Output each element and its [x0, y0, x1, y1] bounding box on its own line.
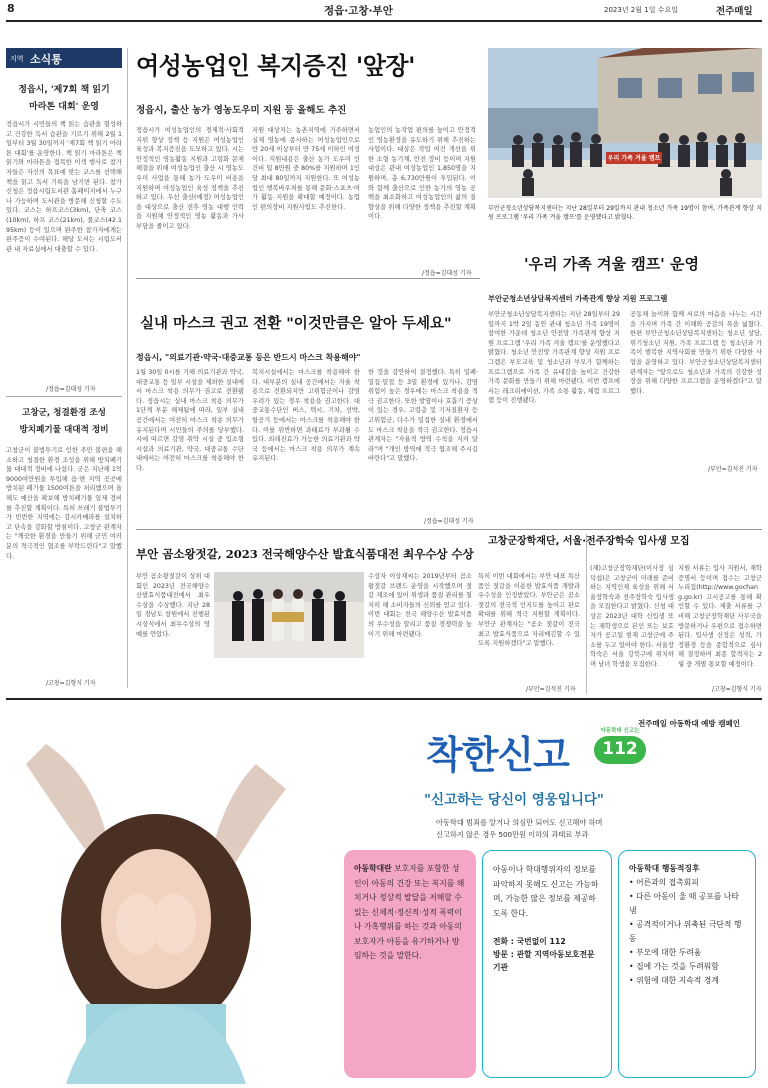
header-rule: [6, 20, 762, 22]
ad-box-how-to-report: [482, 850, 612, 1078]
ad-box3-item: • 집에 가는 것을 두려워함: [629, 962, 719, 971]
sidebar-title: 소식통: [30, 53, 62, 66]
page-number: 8: [7, 2, 15, 15]
ad-box1-body: 보호자를 포함한 성인이 아동의 건강 또는 복지를 해치거나 정상적 발달을 저해할 수 있는 신체적·정신적·성적 폭력이나 가혹행위를 하는 것과 아동의 보호자가 아동을 유기하거나 방임하는 것을 말한다.: [354, 864, 465, 960]
ad-box1-title: 아동학대란: [354, 864, 392, 873]
article2-headline: '우리 가족 겨울 캠프' 운영: [524, 255, 699, 273]
ad-box2-visit-label: 방문: [493, 950, 509, 959]
article3-col2: 복지시설에서는 마스크를 착용해야 한다. 대부분의 실내 공간에서는 자율 착용으로 전환되지만 고위험군이나 감염 우려가 있는 경우 착용을 권고한다. 대중교통수단인 버스, 택시, 기차, 선박, 항공기 등에서는 마스크를 착용해야 한다. 이를 위반하면 과태료가 부과될 수 있다. 외래진료가 가능한 의료기관과 약국 등에서는 마스크 착용 의무가 계속 유지된다.: [252, 369, 360, 463]
article4-col3: 특히 이번 대회에서는 부안 대표 특산품인 젓갈을 이용한 발효식품 개발과 우수성을 인정받았다. 부안군은 곰소 젓갈의 전국적 인지도를 높이고 판로 확대를 위해 적극 지원할 계획이다. 부안군 관계자는 "곰소 젓갈이 전국 최고 발효식품으로 자리매김할 수 있도록 지원하겠다"고 말했다.: [478, 573, 580, 648]
sidebar: [6, 48, 122, 688]
award-photo: [214, 572, 364, 658]
ad-box3-item-text: 위험에 대한 지속적 경계: [636, 976, 719, 985]
ad-logo-text: 착한신고: [426, 733, 569, 777]
ad-box3-item-text: 집에 가는 것을 두려워함: [636, 962, 719, 971]
article5-credit: /고창=김형식 기자: [712, 686, 762, 693]
ad-box2-visit-value: : 관할 지역아동보호전문기관: [493, 950, 595, 972]
ad-box3-title: 아동학대 행동적징후: [629, 864, 700, 873]
article5-col1: (재)고창군장학재단(이사장 심덕섭)은 고창군이 미래를 준비하는 지역인재 육성을 위해 서울장학숙과 전주장학숙 입사생을 모집한다고 밝혔다. 신청 대상은 2023년 대학 신입생 또는 재학생으로 본인 또는 보호자가 공고일 현재 고창군에 주소를 두고 있어야 한다. 서울장학숙은 서울 강북구에 위치하며 남녀 학생을 모집한다.: [590, 565, 674, 668]
article1-subhead: 정읍시, 출산 농가 영농도우미 지원 등 올해도 추진: [136, 105, 347, 116]
ad-box3-item-text: 공격적이거나 위축된 극단적 행동: [629, 920, 742, 943]
sidebar-divider: [6, 396, 122, 397]
article4-credit: /부안=김석진 기자: [526, 686, 576, 693]
ad-slogan: "신고하는 당신이 영웅입니다": [424, 792, 604, 808]
article3-credit: /정읍=김대성 기자: [424, 518, 474, 525]
ad-illustration: [6, 704, 306, 1084]
page-header: [0, 0, 768, 20]
ad-112-badge: [594, 726, 646, 766]
ad-box3-item-text: 어른과의 접촉회피: [636, 878, 699, 887]
sidebar-tag: 지역: [10, 55, 24, 63]
ad-box2-call: [493, 935, 601, 948]
article5-col2: 지원 서류는 입사 지원서, 재학증명서 등이며 접수는 고창군 누리집(http://www.gochang.go.kr) 고시공고를 통해 확인할 수 있다. 제출 서류를 구비해 고창군장학재단 사무국을 방문하거나 우편으로 접수하면 된다. 입사생 선정은 성적, 가정환경 등을 종합적으로 심사해 결정하며 최종 합격자는 2월 중 개별 통보할 예정이다.: [678, 565, 762, 668]
article1-credit: /정읍=김대성 기자: [422, 270, 472, 277]
camp-photo-caption: 부안군청소년상담복지센터는 지난 28일부터 29일까지 관내 청소년 가족 19명이 참여, 가족관계 향상 지원 프로그램 '우리 가족 겨울 캠프'를 운영했다고 밝혔다.: [488, 205, 762, 221]
article3-divider: [136, 529, 762, 530]
ad-badge-number: 112: [602, 739, 638, 759]
issue-date: 2023년 2월 1일 수요일: [604, 6, 678, 14]
article2-col1: 부안군청소년상담복지센터는 지난 28일부터 29일까지 1박 2일 동안 관내 청소년 가족 19명이 참여한 가운데 청소년 안전망 가족관계 향상 지원 프로그램 '우리 가족 겨울 캠프'를 운영했다고 밝혔다. 청소년 안전망 가족관계 향상 지원 프로그램은 부모교육 및 청소년과 부모가 함께하는 프로그램으로 가족 간 유대감을 높이고 건강한 가족 문화를 만들기 위해 마련됐다. 이번 캠프에서는 레크리에이션, 가족 소통 활동, 체험 프로그램 등이 진행됐다.: [488, 311, 620, 405]
ad-desc-line2: 신고하지 않은 경우 500만원 이하의 과태료 부과: [436, 830, 589, 839]
sidebar-item2-headline: 고창군, 청결환경 조성 방치폐기물 대대적 정비: [19, 408, 109, 435]
ad-box1-text: [354, 862, 466, 964]
ad-box-definition: [344, 850, 476, 1078]
sidebar-item1-body: 정읍시가 시민들의 책 읽는 습관을 형성하고 건강한 독서 습관을 기르기 위해 2월 1일부터 3월 30일까지 '제7회 책 읽기 마라톤 대회'를 운영한다. 책 읽기 마라톤은 책 읽기와 마라톤을 접목한 이색 행사로 참가자들은 자신의 목표에 맞는 코스를 선택해 책을 읽고 독서 기록을 남기면 된다. 참가 신청은 정읍시립도서관 홈페이지에서 누구나 가능하며 도서관을 방문해 신청할 수도 있다. 코스는 하프코스(3km), 단축 코스(10km), 하프 코스(21km), 풀코스(42.195km) 등이 있으며 완주한 참가자에게는 완주증이 수여된다. 해당 도서는 시립도서관 내 자료실에서 대출할 수 있다.: [6, 121, 122, 253]
article2-credit: /부안=김석진 기자: [708, 466, 758, 473]
article4-headline: 부안 곰소왕젓갈, 2023 전국해양수산 발효식품대전 최우수상 수상: [136, 547, 474, 561]
ad-box3-item: • 위험에 대한 지속적 경계: [629, 976, 719, 985]
sidebar-item2-credit: /고창=김형식 기자: [46, 680, 96, 687]
sidebar-item1-credit: /정읍=김대성 기자: [46, 386, 96, 393]
ad-box3-list: [629, 876, 745, 988]
paper-name: 전주매일: [716, 6, 753, 17]
ad-box3-item-text: 부모에 대한 두려움: [636, 948, 702, 957]
article3-headline: 실내 마스크 권고 전환 "이것만큼은 알아 두세요": [140, 316, 452, 332]
article5-headline: 고창군장학재단, 서울·전주장학숙 입사생 모집: [488, 536, 690, 547]
ad-top-rule: [6, 698, 762, 700]
ad-badge-top: 아동학대 신고는: [600, 728, 640, 734]
article3-col1: 1월 30일 0시를 기해 의료기관과 약국, 대중교통 등 일부 시설을 제외한 실내에서 마스크 착용 의무가 권고로 전환됐다. 정읍시는 실내 마스크 착용 의무가 1단계 부분 해제됨에 따라, 일부 실내 공간에서는 여전히 마스크 착용 의무가 유지된다며 시민들의 주의를 당부했다. 시에 따르면 감염 취약 시설 중 입소형 시설과 의료기관, 약국, 대중교통 수단 내에서는 여전히 마스크를 착용해야 한다.: [136, 369, 244, 472]
section-name: 정읍·고창·부안: [324, 5, 393, 17]
ad-box-signs: [618, 850, 756, 1078]
ad-desc-line1: 아동학대 범죄를 알거나 의심만 되어도 신고해야 하며: [436, 818, 603, 827]
ad-box2-call-label: 전화: [493, 937, 509, 946]
article4-col1: 부안 곰소왕젓갈이 상위 대회인 2023년 전국해양수산발효식품대전에서 최우수상을 수상했다. 지난 28일 경남도 창원에서 진행된 시상식에서 최우수상의 영예를 안았다.: [136, 573, 210, 638]
ad-box3-item: • 공격적이거나 위축된 극단적 행동: [629, 920, 742, 943]
article1-col2: 지원 대상자는 농촌지역에 거주하면서 실제 영농에 종사하는 여성농업인으로 만 20세 이상부터 만 75세 이하인 여성이다. 지원내용은 출산 농가 도우미 인건비 일 8만원 중 80%를 지원하며 1인당 최대 80일까지 지원한다. 또 여성농업인 행복바우처를 통해 문화·스포츠·여가 활동 지원을 확대할 예정이다. 농업인 편의장비 지원사업도 추진한다.: [252, 127, 360, 211]
ad-box2-text: 아동이나 학대행위자의 정보를 파악하지 못해도 신고는 가능하며, 가능한 많은 정보를 제공하도록 한다.: [493, 865, 599, 918]
sidebar-item1-headline: 정읍시, '제7회 책 읽기 마라톤 대회' 운영: [18, 85, 110, 112]
article3-col3: 한 것을 감안하여 결정했다. 특히 밀폐·밀집·밀접 등 3밀 환경에 있거나, 감염 위험이 높은 경우에는 마스크 착용을 적극 권고한다. 또한 발열이나 호흡기 증상이 있는 경우, 고령층 및 기저질환자 등 고위험군, 다수가 밀집한 실내 환경에서도 마스크 착용을 적극 권고한다. 정읍시 관계자는 "자율적 방역 수칙을 지켜 달라"며 "개인 방역에 적극 협조해 주시길 바란다"고 말했다.: [368, 369, 478, 463]
award-photo-image: [214, 572, 364, 658]
article1-headline: 여성농업인 복지증진 '앞장': [136, 52, 415, 80]
ad-box3-item-text: 다른 아동이 울 때 공포를 나타냄: [629, 892, 739, 915]
ad-box3-item: • 다른 아동이 울 때 공포를 나타냄: [629, 892, 739, 915]
ad-box3-item: • 부모에 대한 두려움: [629, 948, 702, 957]
article2-subhead: 부안군청소년상담복지센터 가족관계 향상 지원 프로그램: [488, 294, 668, 303]
ad-box2-call-value: : 국번없이 112: [508, 937, 566, 946]
article1-col1: 정읍시가 여성농업인의 경제적·사회적 지위 향상 정책 등 지원은 여성농업인 육성과 복지증진을 도모하고 있다. 시는 안정적인 영농활동 지원과 고령화 문제 해결을 위해 여성농업인 출산 시 영농도우미 사업을 통해 농가 도우미 비용을 지원하며 여성농업인 육성 정책을 추진하고 있다. 우선 출산(예정) 여성농업인을 대상으로 출산 전후 영농 대행 인력을 지원해 안정적인 영농 활동과 가사 부담을 줄이고 있다.: [136, 127, 244, 230]
article1-divider: [136, 278, 480, 279]
article5-separator: [586, 534, 587, 694]
sidebar-item2-body: 고창군이 불법투기로 인한 주민 불편을 해소하고 청결한 환경 조성을 위해 방치폐기물 대대적 정비에 나섰다. 군은 지난해 1억9000여만원을 투입해 읍·면 지역 곳곳에 방치된 폐기물 1500여톤을 처리했으며 올해도 예산을 확보해 방치폐기물 일제 정비를 추진할 계획이다. 특히 쓰레기 불법투기가 빈번한 지역에는 감시카메라를 설치하고 단속을 강화할 방침이다. 고창군 관계자는 "깨끗한 환경을 만들기 위해 군민 여러분의 적극적인 협조를 부탁드린다"고 말했다.: [6, 447, 122, 560]
camp-banner-text: 우리 가족 겨울 캠프: [607, 155, 661, 162]
article2-col2: 공동체 놀이와 함께 서로의 마음을 나누는 시간을 가지며 가족 간 이해와 공감의 폭을 넓혔다. 한편 부안군청소년상담복지센터는 청소년 상담, 위기청소년 지원, 가족 프로그램 등 청소년과 가족이 행복한 지역사회를 만들기 위한 다양한 사업을 운영하고 있다. 부안군청소년상담복지센터 관계자는 "앞으로도 청소년과 가족의 건강한 성장을 위해 다양한 프로그램을 운영하겠다"고 말했다.: [630, 311, 762, 395]
article4-col2: 수상자 이상재씨는 2019년부터 곰소 왕젓갈 브랜드 운영을 시작했으며 젓갈 제조에 있어 위생과 품질 관리를 철저히 해 소비자들의 신뢰를 얻고 있다. 이번 대회는 전국 해양수산 발효식품의 우수성을 알리고 품질 경쟁력을 높이기 위해 마련됐다.: [368, 573, 472, 638]
child-abuse-ad: [6, 704, 762, 1084]
ad-box2-visit: [493, 948, 601, 974]
camp-photo-image: [488, 48, 762, 198]
sidebar-separator: [127, 48, 128, 688]
camp-photo: [488, 48, 762, 198]
ad-campaign: 전주매일 아동학대 예방 캠페인: [638, 719, 741, 728]
ad-box3-item: • 어른과의 접촉회피: [629, 878, 699, 887]
article1-col3: 농업인의 농작업 편의를 높이고 안정적인 영농환경을 유도하기 위해 추진하는 사업이다. 대상은 작업 여건 개선을 위한 소형 농기계, 안전 장비 등이며 지원 대상은 관내 여성농업인 1,850명을 지원하며, 총 6,730만원이 투입된다. 이와 함께 출산으로 인한 농가의 영농 공백을 최소화하고 여성농업인의 삶의 질 향상을 위해 다양한 정책을 추진할 계획이다.: [368, 127, 476, 221]
article3-subhead: 정읍시, "의료기관·약국·대중교통 등은 반드시 마스크 착용해야": [136, 353, 361, 362]
